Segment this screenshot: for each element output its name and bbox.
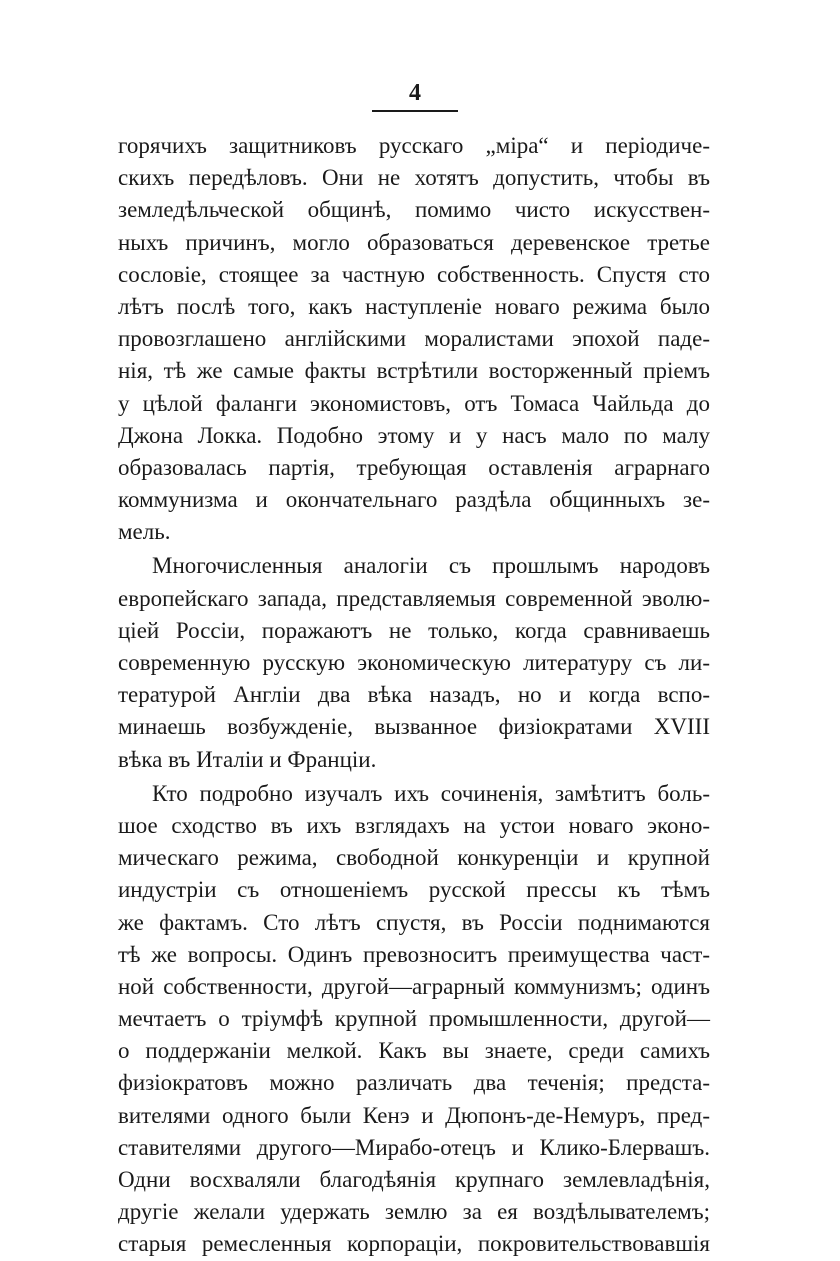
paragraph xyxy=(118,130,710,548)
text-line: горячихъ защитниковъ русскаго „міра“ и періодиче- xyxy=(118,133,710,158)
text-line: ныхъ причинъ, могло образоваться деревенское третье xyxy=(118,229,710,255)
text-line: вителями одного были Кенэ и Дюпонъ-де-Немуръ, пред- xyxy=(118,1102,710,1128)
paragraph xyxy=(118,778,710,1261)
text-line: мическаго режима, свободной конкуренціи и крупной xyxy=(118,845,710,871)
text-line: сословіе, стоящее за частную собственность. Спустя сто xyxy=(118,261,710,287)
text-line: Кто подробно изучалъ ихъ сочиненія, замѣтитъ боль- xyxy=(152,780,710,806)
text-line: другіе желали удержать землю за ея воздѣлывателемъ; xyxy=(118,1199,710,1225)
text-line: коммунизма и окончательнаго раздѣла общинныхъ зе- xyxy=(118,487,710,513)
text-line: скихъ передѣловъ. Они не хотятъ допустить, чтобы въ xyxy=(118,165,710,191)
page-number-rule xyxy=(372,110,458,112)
text-line: Джона Локка. Подобно этому и у насъ мало по малу xyxy=(118,422,710,448)
text-line: тературой Англіи два вѣка назадъ, но и когда вспо- xyxy=(118,682,710,708)
text-line: образовалась партія, требующая оставленія аграрнаго xyxy=(118,454,710,480)
body-text xyxy=(118,130,710,1261)
text-line: Многочисленныя аналогіи съ прошлымъ народовъ xyxy=(152,553,710,579)
text-line: европейскаго запада, представляемыя современной эволю- xyxy=(118,585,710,611)
text-line: земледѣльческой общинѣ, помимо чисто искусствен- xyxy=(118,197,710,223)
text-line: о поддержаніи мелкой. Какъ вы знаете, среди самихъ xyxy=(118,1038,710,1064)
text-line: ставителями другого—Мирабо-отецъ и Клико-Блервашъ. xyxy=(118,1134,710,1160)
text-line: ціей Россіи, поражаютъ не только, когда сравниваешь xyxy=(118,617,710,643)
text-line: тѣ же вопросы. Одинъ превозноситъ преимущества част- xyxy=(118,941,710,967)
text-line: у цѣлой фаланги экономистовъ, отъ Томаса Чайльда до xyxy=(118,390,710,416)
text-line: ной собственности, другой—аграрный коммунизмъ; одинъ xyxy=(118,973,710,999)
text-line: мечтаетъ о тріумфѣ крупной промышленности, другой— xyxy=(118,1006,710,1032)
text-line: провозглашено англійскими моралистами эпохой паде- xyxy=(118,326,710,352)
text-line: старыя ремесленныя корпораціи, покровительствовавшія xyxy=(118,1231,710,1257)
text-line: индустріи съ отношеніемъ русской прессы къ тѣмъ xyxy=(118,877,710,903)
text-line: нія, тѣ же самые факты встрѣтили восторженный пріемъ xyxy=(118,358,710,384)
text-line: современную русскую экономическую литературу съ ли- xyxy=(118,650,710,675)
page-number: 4 xyxy=(409,80,421,106)
text-line: лѣтъ послѣ того, какъ наступленіе новаго режима было xyxy=(118,293,710,319)
paragraph xyxy=(118,550,710,775)
text-line: мель. xyxy=(118,519,171,545)
text-line: же фактамъ. Сто лѣтъ спустя, въ Россіи поднимаются xyxy=(118,909,710,935)
text-line: вѣка въ Италіи и Франціи. xyxy=(118,746,377,772)
text-line: физіократовъ можно различать два теченія; предста- xyxy=(118,1070,710,1096)
text-line: минаешь возбужденіе, вызванное физіократами XVIII xyxy=(118,714,710,740)
text-line: шое сходство въ ихъ взглядахъ на устои новаго эконо- xyxy=(118,812,710,838)
text-line: Одни восхваляли благодѣянія крупнаго землевладѣнія, xyxy=(118,1167,710,1192)
